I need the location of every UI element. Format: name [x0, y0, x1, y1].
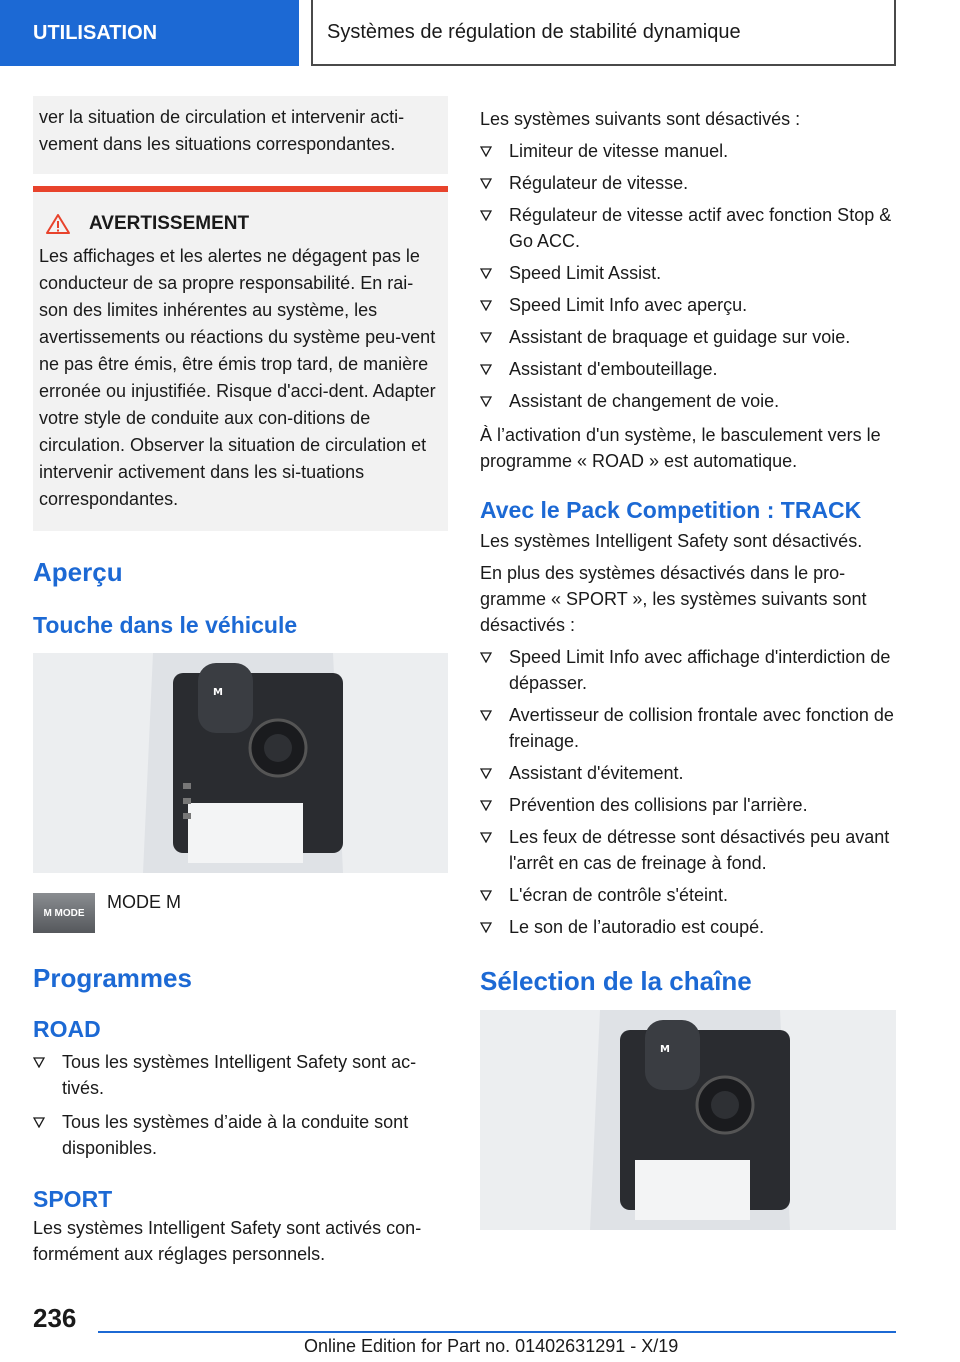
bullet-triangle-icon [480, 146, 492, 157]
bullet-triangle-icon [480, 300, 492, 311]
bullet-triangle-icon [480, 710, 492, 721]
list-item: Speed Limit Assist. [480, 260, 896, 286]
left-column [33, 96, 448, 1267]
note-text: ver la situation de circulation et intervenir acti-vement dans les situations correspondantes. [39, 107, 405, 154]
list-item: Les feux de détresse sont désactivés peu avant l'arrêt en cas de freinage à fond. [480, 824, 896, 876]
activation-text: À l’activation d'un système, le basculement vers le programme « ROAD » est automatique. [480, 425, 881, 471]
bullet-triangle-icon [480, 890, 492, 901]
chain-selection-photo [480, 1010, 896, 1230]
bullet-triangle-icon [480, 364, 492, 375]
bullet-triangle-icon [480, 178, 492, 189]
heading-road: ROAD [33, 1016, 101, 1042]
heading-programmes: Programmes [33, 963, 192, 993]
chapter-header [311, 0, 896, 66]
list-item: Régulateur de vitesse. [480, 170, 896, 196]
console-illustration [480, 1010, 896, 1230]
section-title: UTILISATION [33, 21, 158, 44]
bullet-triangle-icon [480, 922, 492, 933]
list-item: Assistant d'évitement. [480, 760, 896, 786]
footer-rule [98, 1331, 896, 1333]
bullet-triangle-icon [480, 800, 492, 811]
svg-text:M: M [213, 687, 223, 698]
page-number: 236 [33, 1303, 77, 1333]
right-column [480, 96, 896, 1230]
edition-text: Online Edition for Part no. 01402631291 - X/19 [304, 1336, 679, 1356]
list-item: Tous les systèmes d’aide à la conduite sont disponibles. [33, 1109, 448, 1161]
road-list [33, 1049, 448, 1161]
list-item: Speed Limit Info avec affichage d'interdiction de dépasser. [480, 644, 896, 696]
svg-text:M: M [660, 1044, 670, 1055]
heading-touche: Touche dans le véhicule [33, 612, 298, 638]
bullet-triangle-icon [33, 1117, 45, 1128]
button-legend [33, 893, 448, 933]
vehicle-console-photo [33, 653, 448, 873]
console-illustration [33, 653, 448, 873]
heading-track: Avec le Pack Competition : TRACK [480, 497, 862, 523]
section-tab [0, 0, 299, 66]
list-item: Avertisseur de collision frontale avec fonction de freinage. [480, 702, 896, 754]
m-mode-button-icon: M MODE [33, 893, 95, 933]
bullet-triangle-icon [480, 652, 492, 663]
bullet-triangle-icon [480, 396, 492, 407]
sport-text: Les systèmes Intelligent Safety sont activés con-formément aux réglages personnels. [33, 1218, 422, 1264]
bullet-triangle-icon [480, 210, 492, 221]
heading-chaine: Sélection de la chaîne [480, 966, 752, 996]
track-text-1: Les systèmes Intelligent Safety sont désactivés. [480, 531, 863, 551]
list-item: Assistant de braquage et guidage sur voie. [480, 324, 896, 350]
deactivated-list [480, 138, 896, 414]
track-list [480, 644, 896, 940]
heading-sport: SPORT [33, 1186, 113, 1212]
list-item: L'écran de contrôle s'éteint. [480, 882, 896, 908]
list-item: Tous les systèmes Intelligent Safety sont ac-tivés. [33, 1049, 448, 1101]
chapter-title: Systèmes de régulation de stabilité dynamique [327, 20, 741, 43]
warning-box [33, 186, 448, 531]
list-item: Le son de l’autoradio est coupé. [480, 914, 896, 940]
button-caption: MODE M [107, 892, 181, 912]
list-item: Prévention des collisions par l'arrière. [480, 792, 896, 818]
bullet-triangle-icon [480, 268, 492, 279]
note-box [33, 96, 448, 174]
bullet-triangle-icon [480, 332, 492, 343]
warning-title: AVERTISSEMENT [89, 213, 250, 234]
list-item: Assistant d'embouteillage. [480, 356, 896, 382]
list-item: Régulateur de vitesse actif avec fonction Stop & Go ACC. [480, 202, 896, 254]
heading-apercu: Aperçu [33, 557, 123, 587]
list-item: Speed Limit Info avec aperçu. [480, 292, 896, 318]
warning-body: Les affichages et les alertes ne dégagent pas le conducteur de sa propre responsabilité. En rai-son des limites inhérentes au système, les avertissements ou réactions du système peu-vent ne pas être émis, être émis trop tard, de manière erronée ou injustifiée. Risque d'acci-dent. Adapter votre style de conduite aux con-ditions de circulation. Observer la situation de circulation et intervenir activement dans les si-tuations correspondantes. [39, 246, 436, 509]
list-item: Assistant de changement de voie. [480, 388, 896, 414]
warning-triangle-icon [45, 213, 71, 235]
list-item: Limiteur de vitesse manuel. [480, 138, 896, 164]
bullet-triangle-icon [480, 768, 492, 779]
bullet-triangle-icon [33, 1057, 45, 1068]
warning-header [39, 210, 440, 237]
bullet-triangle-icon [480, 832, 492, 843]
track-text-2: En plus des systèmes désactivés dans le pro-gramme « SPORT », les systèmes suivants sont désactivés : [480, 563, 867, 635]
deactivated-intro: Les systèmes suivants sont désactivés : [480, 109, 801, 129]
